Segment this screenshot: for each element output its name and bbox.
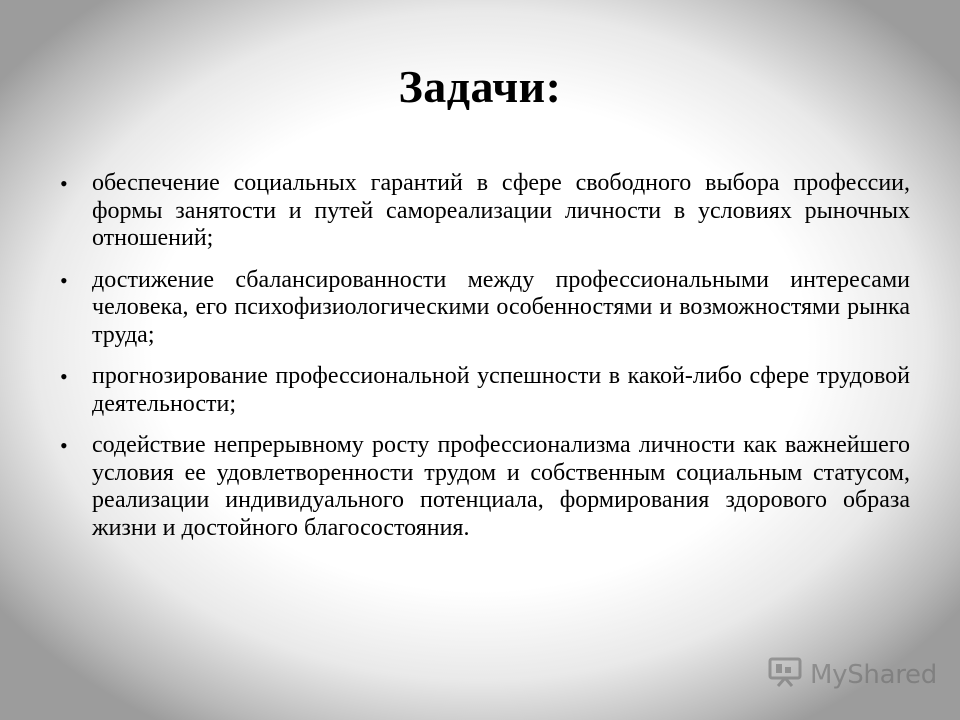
list-item bbox=[60, 432, 910, 542]
list-item-text: достижение сбалансированности между профессиональными интересами человека, его психофизиологическими особенностями и возможностями рынка труда; bbox=[92, 266, 910, 348]
presentation-board-icon bbox=[768, 656, 802, 693]
list-item-text: содействие непрерывному росту профессионализма личности как важнейшего условия ее удовлетворенности трудом и собственным социальным статусом, реализации индивидуального потенциала, формирования здорового образа жизни и достойного благосостояния. bbox=[92, 432, 910, 541]
list-item bbox=[60, 267, 910, 350]
task-list bbox=[60, 170, 910, 556]
watermark-text: MyShared bbox=[810, 659, 937, 690]
bullet-icon: • bbox=[60, 171, 68, 196]
slide-title: Задачи: bbox=[398, 61, 562, 112]
bullet-icon: • bbox=[60, 433, 68, 458]
list-item bbox=[60, 170, 910, 253]
list-item-text: прогнозирование профессиональной успешности в какой-либо сфере трудовой деятельности; bbox=[92, 363, 910, 417]
list-item bbox=[60, 363, 910, 418]
list-item-text: обеспечение социальных гарантий в сфере свободного выбора профессии, формы занятости и путей самореализации личности в условиях рыночных отношений; bbox=[92, 170, 910, 251]
bullet-icon: • bbox=[60, 364, 68, 389]
watermark-logo bbox=[768, 656, 937, 693]
bullet-icon: • bbox=[60, 267, 68, 293]
